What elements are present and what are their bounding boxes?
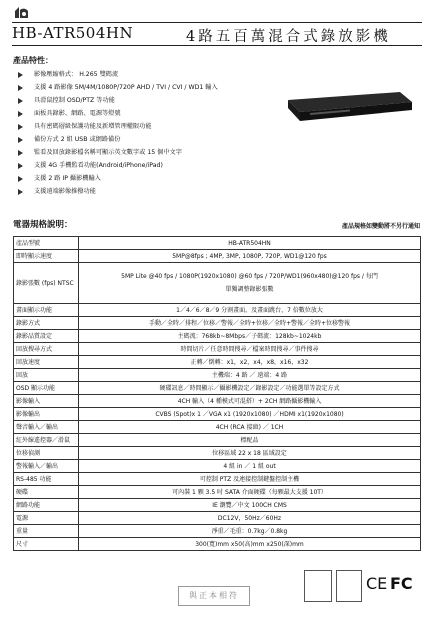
ce-mark: CE <box>366 574 388 593</box>
feature-item: 面板具錄影、網路、電源等燈號 <box>18 107 318 120</box>
bullet-icon <box>18 85 23 91</box>
table-row: RS-485 功能 可控制 PTZ 及連接控制鍵盤控制主機 <box>14 473 421 486</box>
certified-copy-stamp: 與正本相符 <box>178 586 250 606</box>
table-row: 產品型號 HB-ATR504HN <box>14 237 421 250</box>
features-list <box>18 68 318 198</box>
product-title: 4路五百萬混合式錄放影機 <box>186 29 391 45</box>
bullet-icon <box>18 72 23 78</box>
bullet-icon <box>18 98 23 104</box>
table-row: 網路功能 IE 瀏覽／中文 100CH CMS <box>14 499 421 512</box>
feature-item: 備份方式 2 組 USB 或網路備份 <box>18 133 318 146</box>
table-row: 畫面顯示功能 1／4／6／8／9 分割畫面，及畫面跳台，7 倍數位放大 <box>14 304 421 317</box>
bullet-icon <box>18 111 23 117</box>
table-row: 錄影張數 (fps) NTSC 5MP Lite @40 fps / 1080P(1920x1080) @60 fps / 720P/WD1(960x480)@120 fps / 每門單獨調整錄影張數 <box>14 263 421 304</box>
table-row: OSD 顯示功能 硬碟訊息／時間顯示／攝影機設定／錄影設定／功能選單等設定方式 <box>14 382 421 395</box>
bullet-icon <box>18 124 23 130</box>
table-row: 影像輸入 4CH 輸入（4 種模式可混搭）+ 2CH 網路攝影機輸入 <box>14 395 421 408</box>
table-row: 紅外線遙控器／滑鼠 標配品 <box>14 434 421 447</box>
feature-item: 監看及回放錄影檔名稱可顯示英文數字或 15 個中文字 <box>18 146 318 159</box>
fc-mark: FC <box>390 574 413 593</box>
feature-item: 具有密碼層級保護功能及新增管理權限功能 <box>18 120 318 133</box>
table-row: 影像輸出 CVBS (Spot)x 1 ／VGA x1 (1920x1080) ／HDMI x1(1920x1080) <box>14 408 421 421</box>
table-row: 硬碟 可內裝 1 顆 3.5 吋 SATA 介面硬碟（每顆最大支援 10T） <box>14 486 421 499</box>
certification-seal <box>336 570 362 602</box>
table-row: 位移偵測 位移區域 22 x 18 區域設定 <box>14 447 421 460</box>
feature-item: 支援遠端影像推撥功能 <box>18 185 318 198</box>
bullet-icon <box>18 189 23 195</box>
bullet-icon <box>18 163 23 169</box>
feature-item: 具滑鼠控制 OSD/PTZ 等功能 <box>18 94 318 107</box>
bullet-icon <box>18 150 23 156</box>
feature-item: 支援 4 路影像 5M/4M/1080P/720P AHD / TVI / CVI / WD1 輸入 <box>18 81 318 94</box>
table-row: 聲音輸入／輸出 4CH (RCA 接頭) ／ 1CH <box>14 421 421 434</box>
spec-note: 產品規格如變動將不另行通知 <box>341 223 420 230</box>
table-row: 回放 主機端：4 路 ／ 遠端：4 路 <box>14 369 421 382</box>
model-number: HB-ATR504HN <box>12 24 134 42</box>
table-row: 電源 DC12V，50Hz／60Hz <box>14 512 421 525</box>
spec-table <box>13 236 421 551</box>
feature-item: 支援 4G 手機監看功能(Android/iPhone/iPad) <box>18 159 318 172</box>
table-row: 錄影方式 手動／全時／排程／位移／警報／全時+位移／全時+警報／全時+位移警報 <box>14 317 421 330</box>
brand-logo <box>13 4 31 20</box>
features-heading: 產品特性： <box>13 56 53 65</box>
certification-seal <box>304 570 332 602</box>
table-row: 回放速度 正轉／倒轉：x1，x2，x4，x8，x16，x32 <box>14 356 421 369</box>
table-row: 重量 淨重／毛重：0.7kg／0.8kg <box>14 525 421 538</box>
feature-item: 影像壓縮格式： H.265 雙碼流 <box>18 68 318 81</box>
bullet-icon <box>18 137 23 143</box>
table-row: 錄影品質設定 主碼流：768kb~8Mbps／子碼流：128kb~1024kb <box>14 330 421 343</box>
table-row: 尺寸 300(寬)mm x50(高)mm x250(深)mm <box>14 538 421 551</box>
table-row: 即時顯示速度 5MP@8fps ; 4MP, 3MP, 1080P, 720P, WD1@120 fps <box>14 250 421 263</box>
dvr-device-image <box>280 86 415 126</box>
table-row: 警報輸入／輸出 4 組 in ／ 1 組 out <box>14 460 421 473</box>
feature-item: 支援 2 路 IP 攝影機輸入 <box>18 172 318 185</box>
table-row: 回放搜尋方式 時間切片／任意時間搜尋／檔案時間搜尋／事件搜尋 <box>14 343 421 356</box>
bullet-icon <box>18 176 23 182</box>
spec-heading: 電器規格說明： <box>13 220 73 230</box>
